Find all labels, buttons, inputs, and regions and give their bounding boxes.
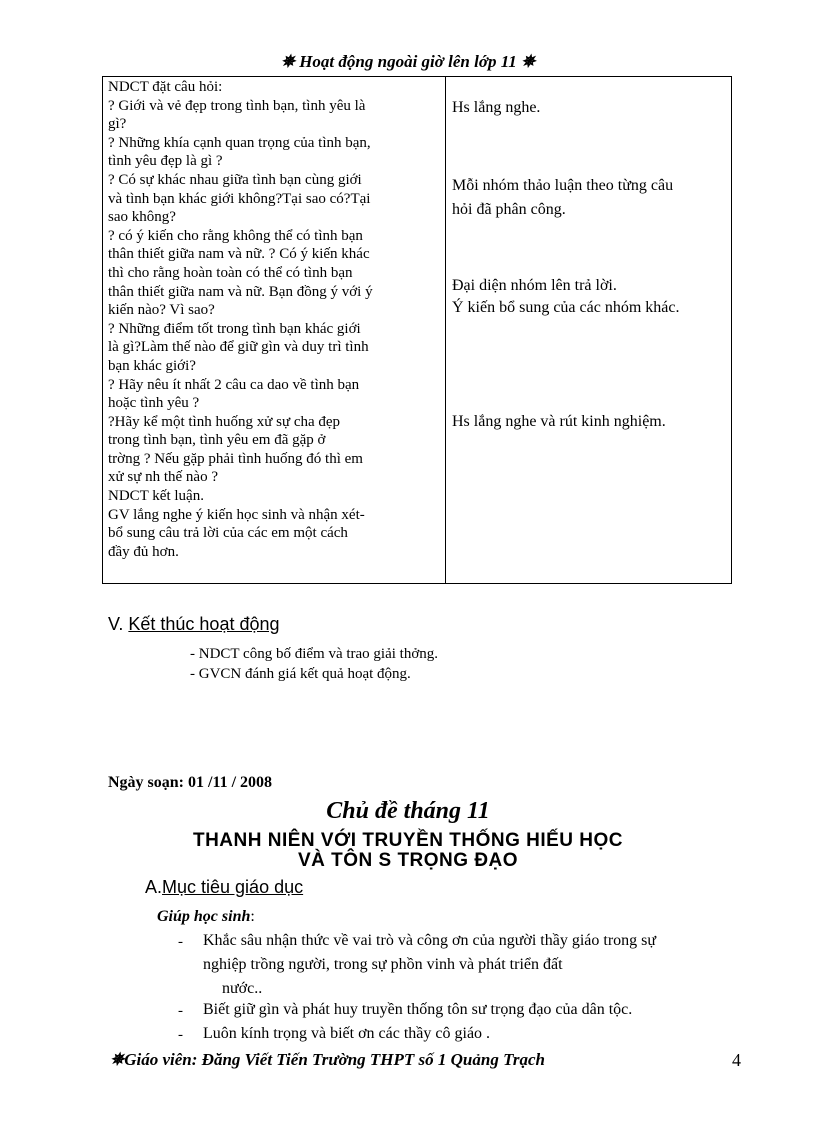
teacher-activity-column xyxy=(108,78,442,561)
question-line: bạn khác giới? xyxy=(108,357,196,374)
student-listen-text: Hs lắng nghe. xyxy=(452,99,541,116)
section-v-heading xyxy=(108,614,280,635)
question-line: thì cho rằng hoàn toàn có thể có tình bạn xyxy=(108,264,353,281)
section-v-title: Kết thúc hoạt động xyxy=(128,614,280,634)
student-learn-text: Hs lắng nghe và rút kinh nghiệm. xyxy=(452,413,666,430)
help-students-colon: : xyxy=(250,908,255,925)
question-line: sao không? xyxy=(108,209,176,226)
question-line: ? Những điểm tốt trong tình bạn khác giới xyxy=(108,320,361,337)
topic-title-line-2: VÀ TÔN S TRỌNG ĐẠO xyxy=(297,850,519,871)
bullet-dash: - xyxy=(178,1027,183,1043)
question-line: ? Những khía cạnh quan trọng của tình bạn, xyxy=(108,134,371,151)
help-students-text: Giúp học sinh xyxy=(157,908,251,925)
objective-line: Khắc sâu nhận thức về vai trò và công ơn của người thầy giáo trong sự xyxy=(203,932,657,949)
objective-line: nước.. xyxy=(222,980,263,997)
question-line: gì? xyxy=(108,116,127,133)
question-line: ? Giới và vẻ đẹp trong tình bạn, tình yêu là xyxy=(108,97,366,114)
question-line: NDCT kết luận. xyxy=(108,488,204,505)
topic-month-title: Chủ đề tháng 11 xyxy=(326,798,490,824)
page-header-title: ✵ Hoạt động ngoài giờ lên lớp 11 ✵ xyxy=(280,52,536,71)
question-line: thân thiết giữa nam và nữ. Bạn đồng ý với ý xyxy=(108,283,373,300)
question-line: hoặc tình yêu ? xyxy=(108,395,200,412)
question-line: ?Hãy kể một tình huống xử sự cha đẹp xyxy=(108,413,341,430)
section-a-title: Mục tiêu giáo dục xyxy=(162,877,304,897)
footer-teacher-school: ✵Giáo viên: Đăng Viết Tiến Trường THPT số 1 Quảng Trạch xyxy=(110,1050,545,1069)
question-line: kiến nào? Vì sao? xyxy=(108,302,215,319)
question-line: NDCT đặt câu hỏi: xyxy=(108,79,223,95)
student-answer-text: Đại diện nhóm lên trả lời. xyxy=(452,277,617,294)
bullet-dash: - xyxy=(178,1003,183,1019)
section-v-item: - NDCT công bố điểm và trao giải thởng. xyxy=(190,646,439,662)
objective-line: nghiệp trồng người, trong sự phồn vinh và phát triển đất xyxy=(203,956,563,973)
question-line: và tình bạn khác giới không?Tại sao có?Tại xyxy=(108,190,371,207)
question-line: ? Hãy nêu ít nhất 2 câu ca dao về tình bạn xyxy=(108,376,360,393)
objective-line: Biết giữ gìn và phát huy truyền thống tôn sư trọng đạo của dân tộc. xyxy=(203,1001,633,1018)
section-v-item: - GVCN đánh giá kết quả hoạt động. xyxy=(190,666,411,682)
prep-date: Ngày soạn: 01 /11 / 2008 xyxy=(108,774,273,791)
activity-table xyxy=(102,76,732,584)
bullet-dash: - xyxy=(178,934,183,950)
question-line: xử sự nh thế nào ? xyxy=(108,469,218,486)
question-line: trờng ? Nếu gặp phải tình huống đó thì em xyxy=(108,450,363,467)
student-discuss-text: Mỗi nhóm thảo luận theo từng câu xyxy=(452,177,674,194)
question-line: là gì?Làm thế nào để giữ gìn và duy trì tình xyxy=(108,339,369,356)
topic-title-line-1: THANH NIÊN VỚI TRUYỀN THỐNG HIẾU HỌC xyxy=(192,830,624,851)
question-line: trong tình bạn, tình yêu em đã gặp ở xyxy=(108,432,326,449)
question-line: ? có ý kiến cho rằng không thể có tình bạn xyxy=(108,227,363,244)
student-addition-text: Ý kiến bổ sung của các nhóm khác. xyxy=(452,299,680,316)
page-number: 4 xyxy=(732,1050,741,1070)
question-line: bổ sung câu trả lời của các em một cách xyxy=(108,525,348,542)
section-a-heading xyxy=(145,877,303,898)
question-line: thân thiết giữa nam và nữ. ? Có ý kiến khác xyxy=(108,246,370,263)
objective-line: Luôn kính trọng và biết ơn các thầy cô giáo . xyxy=(203,1025,491,1042)
student-discuss-text-2: hỏi đã phân công. xyxy=(452,201,566,218)
help-students-label xyxy=(157,908,255,926)
question-line: GV lắng nghe ý kiến học sinh và nhận xét- xyxy=(108,506,365,523)
question-line: ? Có sự khác nhau giữa tình bạn cùng giới xyxy=(108,171,362,188)
question-line: tình yêu đẹp là gì ? xyxy=(108,153,223,170)
column-divider xyxy=(445,77,446,583)
section-v-numeral: V. xyxy=(108,614,124,634)
section-a-letter: A. xyxy=(145,877,163,897)
question-line: đầy đủ hơn. xyxy=(108,543,179,560)
